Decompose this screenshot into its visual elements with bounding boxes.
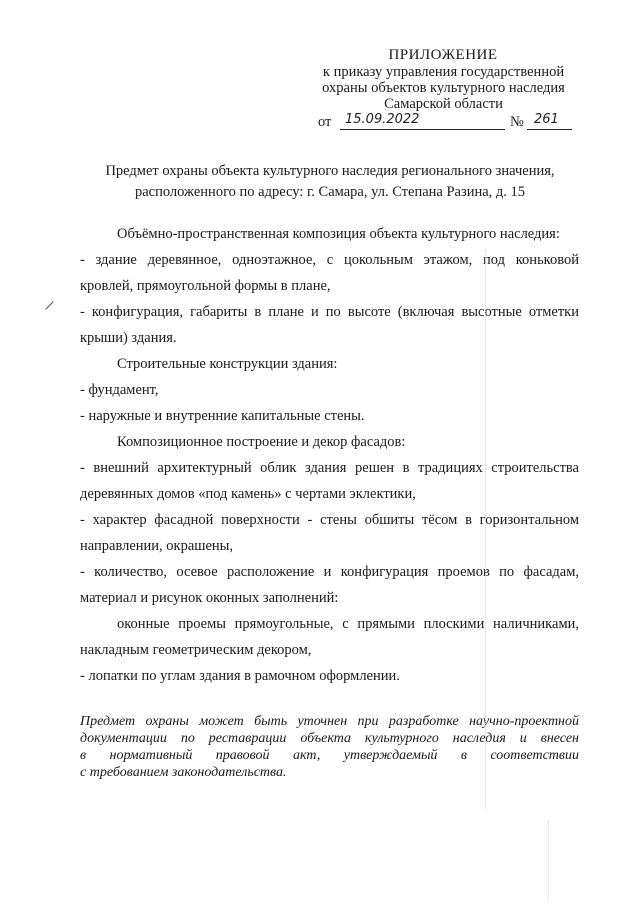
- date-prefix: от: [318, 114, 332, 130]
- date-underline: [340, 129, 505, 130]
- scan-fold-line: [485, 250, 486, 810]
- list-item-continuation: направлении, окрашены,: [80, 538, 234, 554]
- list-item-continuation: материал и рисунок оконных заполнений:: [80, 590, 339, 606]
- list-item: - наружные и внутренние капитальные стены.: [80, 408, 365, 424]
- header-line-3: Самарской области: [384, 96, 503, 112]
- list-item: - конфигурация, габариты в плане и по высоте (включая высотные отметки: [80, 304, 579, 320]
- scan-fold-line: [548, 820, 549, 900]
- handwritten-number: 261: [534, 112, 559, 127]
- section-heading-facades: Композиционное построение и декор фасадов:: [117, 434, 406, 450]
- header-line-1: к приказу управления государственной: [322, 64, 565, 80]
- list-item: - количество, осевое расположение и конфигурация проемов по фасадам,: [80, 564, 579, 580]
- number-prefix: №: [510, 114, 524, 130]
- sub-item: оконные проемы прямоугольные, с прямыми плоскими наличниками,: [117, 616, 579, 632]
- sub-item-continuation: накладным геометрическим декором,: [80, 642, 312, 658]
- note-line-4: с требованием законодательства.: [80, 765, 287, 780]
- list-item: - характер фасадной поверхности - стены обшиты тёсом в горизонтальном: [80, 512, 579, 528]
- section-heading-volume: Объёмно-пространственная композиция объекта культурного наследия:: [117, 226, 560, 242]
- note-line-1: Предмет охраны может быть уточнен при разработке научно-проектной: [80, 714, 579, 729]
- list-item: - лопатки по углам здания в рамочном оформлении.: [80, 668, 400, 684]
- document-title-line-2: расположенного по адресу: г. Самара, ул. Степана Разина, д. 15: [134, 184, 526, 200]
- appendix-title: ПРИЛОЖЕНИЕ: [388, 47, 498, 63]
- note-line-2: документации по реставрации объекта культурного наследия и внесен: [80, 731, 579, 746]
- margin-tick-mark: [45, 301, 53, 309]
- note-line-3: в нормативный правовой акт, утверждаемый в соответствии: [80, 748, 579, 763]
- list-item: - внешний архитектурный облик здания решен в традициях строительства: [80, 460, 579, 476]
- handwritten-date: 15.09.2022: [345, 112, 420, 127]
- list-item-continuation: крыши) здания.: [80, 330, 177, 346]
- document-title-line-1: Предмет охраны объекта культурного наследия регионального значения,: [105, 163, 555, 179]
- list-item-continuation: кровлей, прямоугольной формы в плане,: [80, 278, 331, 294]
- list-item: - фундамент,: [80, 382, 159, 398]
- section-heading-structures: Строительные конструкции здания:: [117, 356, 338, 372]
- header-line-2: охраны объектов культурного наследия: [322, 80, 565, 96]
- list-item: - здание деревянное, одноэтажное, с цокольным этажом, под коньковой: [80, 252, 579, 268]
- list-item-continuation: деревянных домов «под камень» с чертами эклектики,: [80, 486, 416, 502]
- number-underline: [527, 129, 572, 130]
